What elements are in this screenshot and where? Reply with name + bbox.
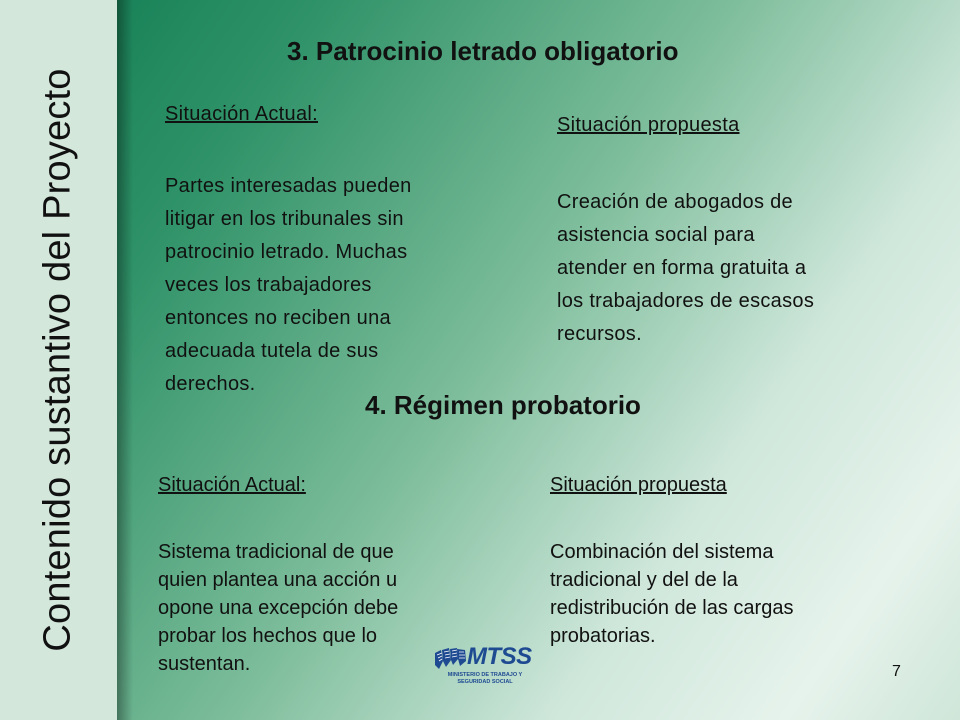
text-line: quien plantea una acción u [158, 569, 398, 591]
section-4-proposed-text [550, 538, 910, 650]
text-line: redistribución de las cargas [550, 597, 794, 619]
text-line: probar los hechos que lo [158, 625, 378, 647]
section-3-current-text [165, 170, 505, 401]
section-3-current-label: Situación Actual: [165, 103, 318, 125]
logo-subtitle-line: SEGURIDAD SOCIAL [457, 679, 513, 685]
text-line: asistencia social para [557, 224, 755, 246]
section-3-proposed-label: Situación propuesta [557, 114, 740, 136]
sidebar [0, 0, 117, 720]
section-3-proposed-text [557, 186, 917, 351]
text-line: Partes interesadas pueden [165, 175, 412, 197]
logo-name: MTSS [467, 643, 532, 670]
sidebar-shadow [117, 0, 133, 720]
page-number: 7 [892, 663, 901, 680]
section-4-proposed-label: Situación propuesta [550, 474, 727, 496]
text-line: derechos. [165, 373, 256, 395]
text-line: litigar en los tribunales sin [165, 208, 404, 230]
text-line: recursos. [557, 323, 642, 345]
text-line: Creación de abogados de [557, 191, 793, 213]
text-line: los trabajadores de escasos [557, 290, 815, 312]
hands-logo-icon [433, 647, 469, 673]
text-line: tradicional y del de la [550, 569, 738, 591]
section-4-current-label: Situación Actual: [158, 474, 306, 496]
text-line: patrocinio letrado. Muchas [165, 241, 408, 263]
section-4-heading: 4. Régimen probatorio [365, 390, 641, 420]
text-line: atender en forma gratuita a [557, 257, 807, 279]
text-line: sustentan. [158, 653, 251, 675]
sidebar-title: Contenido sustantivo del Proyecto [36, 68, 79, 652]
logo-subtitle-line: MINISTERIO DE TRABAJO Y [447, 672, 523, 678]
text-line: opone una excepción debe [158, 597, 399, 619]
section-3-heading: 3. Patrocinio letrado obligatorio [287, 36, 679, 66]
mtss-logo [433, 643, 537, 691]
text-line: veces los trabajadores [165, 274, 372, 296]
text-line: Combinación del sistema [550, 541, 774, 563]
text-line: entonces no reciben una [165, 307, 391, 329]
text-line: adecuada tutela de sus [165, 340, 379, 362]
logo-subtitle [433, 672, 537, 686]
text-line: Sistema tradicional de que [158, 541, 394, 563]
text-line: probatorias. [550, 625, 656, 647]
